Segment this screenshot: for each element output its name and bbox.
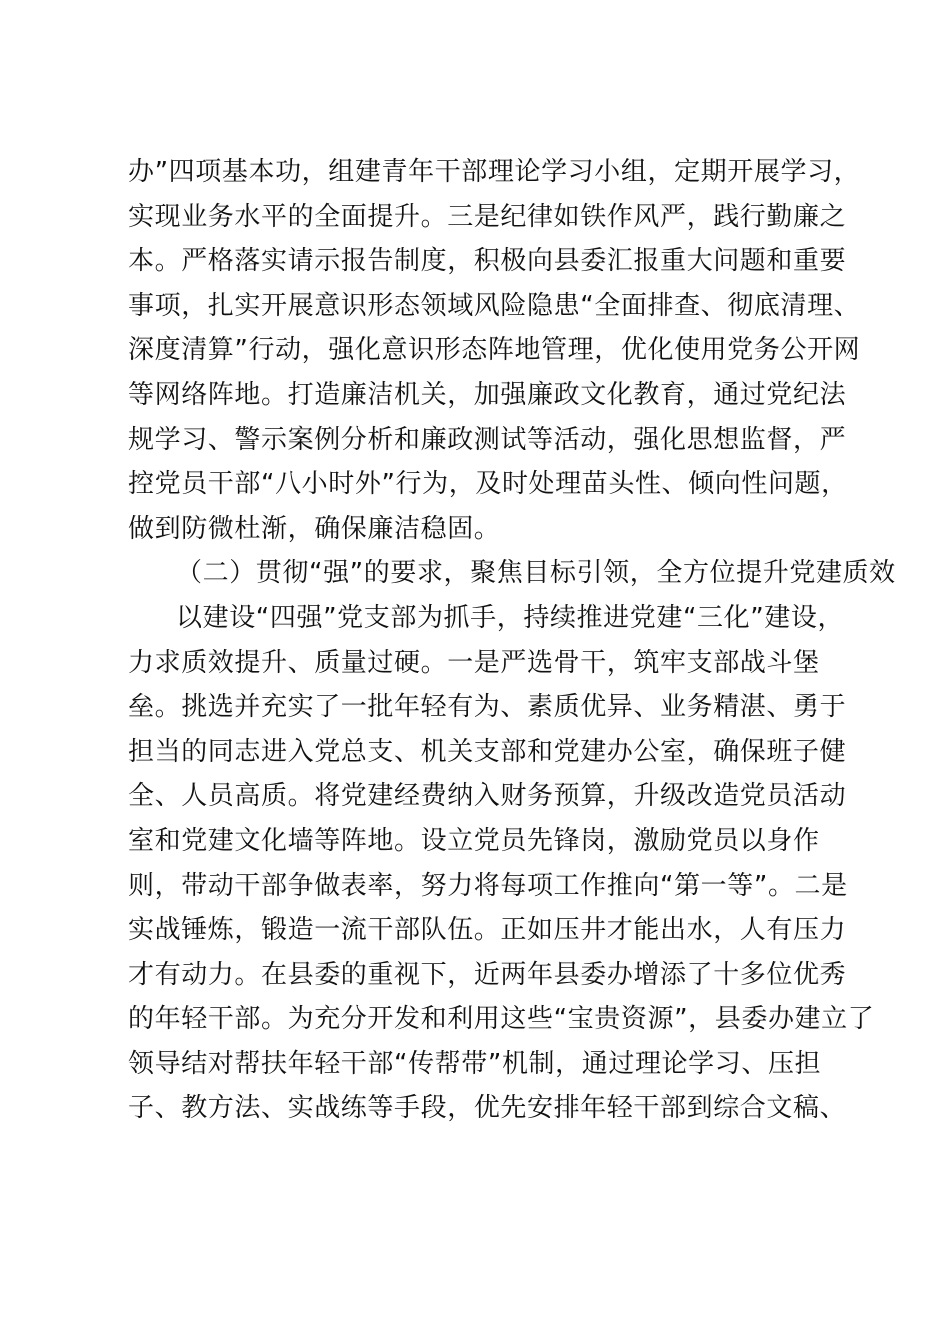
text-line: 全、人员高质。将党建经费纳入财务预算，升级改造党员活动: [128, 781, 847, 812]
text-line: 垒。挑选并充实了一批年轻有为、素质优异、业务精湛、勇于: [128, 692, 847, 723]
text-line: 等网络阵地。打造廉洁机关，加强廉政文化教育，通过党纪法: [128, 379, 847, 410]
text-line: 做到防微杜渐，确保廉洁稳固。: [128, 513, 501, 544]
text-line: 实战锤炼，锻造一流干部队伍。正如压井才能出水，人有压力: [128, 915, 847, 946]
text-line: 的年轻干部。为充分开发和利用这些“宝贵资源”，县委办建立了: [128, 1004, 875, 1035]
text-line: 控党员干部“八小时外”行为，及时处理苗头性、倾向性问题，: [128, 469, 848, 500]
text-line: 子、教方法、实战练等手段，优先安排年轻干部到综合文稿、: [128, 1093, 847, 1124]
text-line: 深度清算”行动，强化意识形态阵地管理，优化使用党务公开网: [128, 335, 861, 366]
text-line: 担当的同志进入党总支、机关支部和党建办公室，确保班子健: [128, 736, 847, 767]
body-text: [128, 150, 896, 1131]
text-line: 规学习、警示案例分析和廉政测试等活动，强化思想监督，严: [128, 424, 847, 455]
text-line: 领导结对帮扶年轻干部“传帮带”机制，通过理论学习、压担: [128, 1048, 822, 1079]
text-line: 实现业务水平的全面提升。三是纪律如铁作风严，践行勤廉之: [128, 201, 847, 232]
text-line: 以建设“四强”党支部为抓手，持续推进党建“三化”建设，: [176, 602, 845, 633]
text-line: 才有动力。在县委的重视下，近两年县委办增添了十多位优秀: [128, 959, 847, 990]
text-line: 本。严格落实请示报告制度，积极向县委汇报重大问题和重要: [128, 246, 847, 277]
text-line: 则，带动干部争做表率，努力将每项工作推向“第一等”。二是: [128, 870, 848, 901]
text-line: 力求质效提升、质量过硬。一是严选骨干，筑牢支部战斗堡: [128, 647, 820, 678]
text-line: 办”四项基本功，组建青年干部理论学习小组，定期开展学习，: [128, 157, 861, 187]
section-heading: （二）贯彻“强”的要求，聚焦目标引领，全方位提升党建质效: [176, 558, 896, 589]
text-line: 室和党建文化墙等阵地。设立党员先锋岗，激励党员以身作: [128, 825, 820, 856]
text-line: 事项，扎实开展意识形态领域风险隐患“全面排查、彻底清理、: [128, 290, 861, 321]
